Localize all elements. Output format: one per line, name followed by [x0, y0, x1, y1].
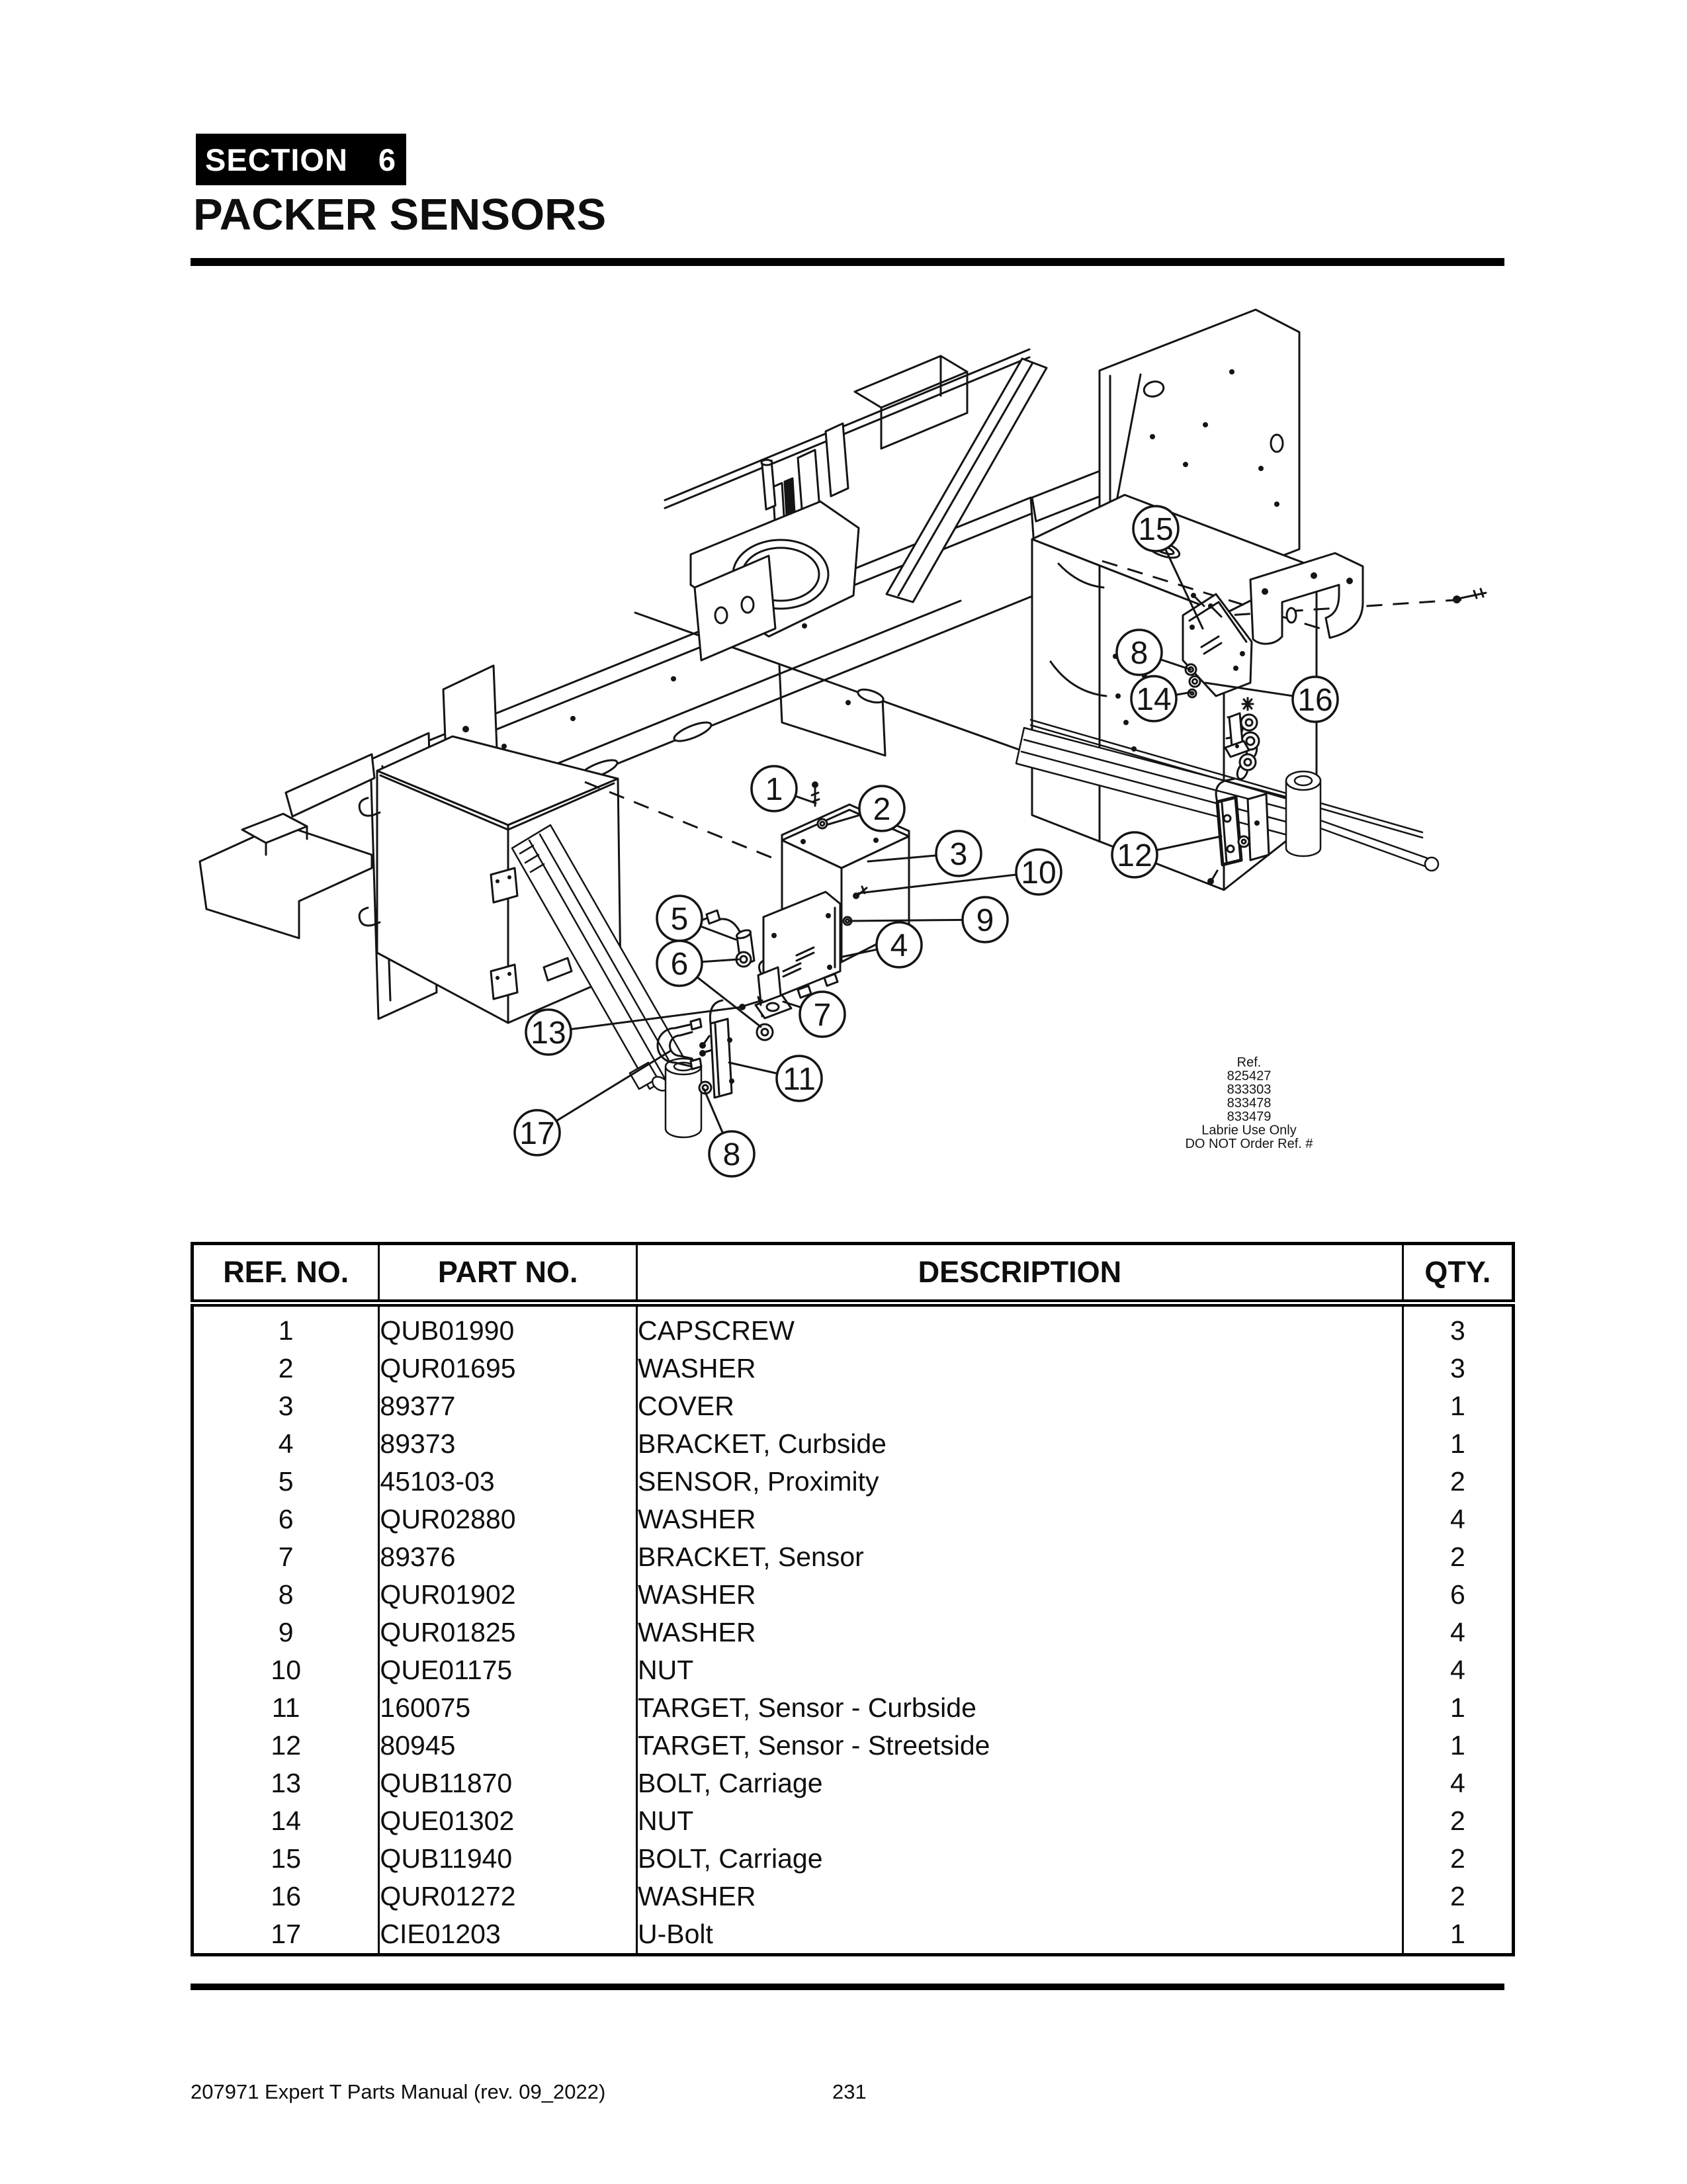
table-row	[193, 1878, 1514, 1915]
ref-note-line: 825427	[1227, 1069, 1272, 1084]
callout-number: 4	[890, 928, 908, 963]
callout-number: 7	[813, 998, 832, 1033]
table-row	[193, 1802, 1514, 1840]
table-cell: COVER	[637, 1387, 1403, 1425]
table-cell: 2	[278, 1353, 294, 1383]
column-header: QTY.	[1403, 1244, 1513, 1303]
table-cell: 14	[271, 1806, 302, 1836]
table-cell: 7	[278, 1542, 294, 1572]
table-cell: 15	[271, 1843, 302, 1874]
table-cell: 160075	[379, 1689, 637, 1727]
table-cell: U-Bolt	[637, 1915, 1403, 1955]
table-cell: BRACKET, Sensor	[637, 1538, 1403, 1576]
callout-number: 2	[873, 792, 891, 827]
table-cell: 4	[1403, 1765, 1513, 1802]
table-cell: 89376	[379, 1538, 637, 1576]
table-row	[193, 1689, 1514, 1727]
table-row	[193, 1501, 1514, 1538]
table-cell: BRACKET, Curbside	[637, 1425, 1403, 1463]
table-cell: 1	[1403, 1727, 1513, 1765]
callout-number: 10	[1021, 855, 1057, 891]
column-header: PART NO.	[379, 1244, 637, 1303]
ref-note-line: Labrie Use Only	[1201, 1123, 1297, 1138]
table-cell: WASHER	[637, 1878, 1403, 1915]
callout-number: 8	[722, 1137, 741, 1172]
table-cell: 4	[1403, 1651, 1513, 1689]
table-row	[193, 1765, 1514, 1802]
column-header: DESCRIPTION	[637, 1244, 1403, 1303]
table-row	[193, 1463, 1514, 1501]
table-cell: WASHER	[637, 1501, 1403, 1538]
table-cell: QUE01302	[379, 1802, 637, 1840]
table-cell: 1	[278, 1315, 294, 1346]
table-cell: 16	[271, 1881, 302, 1911]
table-cell: 3	[1403, 1350, 1513, 1387]
callout-number: 17	[519, 1116, 555, 1151]
callout-number: 14	[1136, 682, 1172, 717]
table-row	[193, 1576, 1514, 1614]
footer-manual-info: 207971 Expert T Parts Manual (rev. 09_2022)	[191, 2080, 606, 2103]
table-cell: 10	[271, 1655, 302, 1685]
callout-number: 11	[783, 1062, 816, 1097]
callout-number: 3	[949, 837, 968, 872]
table-row	[193, 1727, 1514, 1765]
ref-note-line: 833479	[1227, 1110, 1272, 1124]
callout-number: 15	[1138, 512, 1174, 547]
table-row	[193, 1651, 1514, 1689]
table-cell: 6	[1403, 1576, 1513, 1614]
table-row	[193, 1425, 1514, 1463]
table-cell: WASHER	[637, 1576, 1403, 1614]
table-cell: QUB11940	[379, 1840, 637, 1878]
table-cell: 3	[278, 1391, 294, 1421]
table-cell: 2	[1403, 1840, 1513, 1878]
callout-leader	[702, 959, 738, 962]
table-cell: 3	[1403, 1303, 1513, 1350]
table-row	[193, 1387, 1514, 1425]
table-row	[193, 1350, 1514, 1387]
table-cell: QUR01825	[379, 1614, 637, 1651]
table-cell: 17	[271, 1919, 302, 1949]
callout-number: 16	[1297, 683, 1333, 718]
section-number: 6	[378, 142, 397, 177]
ref-note-line: 833303	[1227, 1082, 1272, 1097]
parts-table	[191, 1242, 1515, 1956]
table-row	[193, 1303, 1514, 1350]
ref-note-line: Ref.	[1236, 1055, 1262, 1070]
table-cell: WASHER	[637, 1614, 1403, 1651]
table-cell: TARGET, Sensor - Curbside	[637, 1689, 1403, 1727]
table-cell: QUR01695	[379, 1350, 637, 1387]
callout-number: 9	[976, 903, 994, 938]
table-cell: QUR02880	[379, 1501, 637, 1538]
table-header-row	[193, 1244, 1514, 1303]
footer-page-number: 231	[832, 2080, 867, 2103]
bottom-rule	[191, 1984, 1504, 1990]
table-cell: CAPSCREW	[637, 1303, 1403, 1350]
table-cell: 1	[1403, 1689, 1513, 1727]
table-cell: 5	[278, 1466, 294, 1497]
table-cell: 2	[1403, 1463, 1513, 1501]
table-cell: 8	[278, 1579, 294, 1610]
table-cell: 89377	[379, 1387, 637, 1425]
table-cell: QUR01272	[379, 1878, 637, 1915]
table-row	[193, 1840, 1514, 1878]
table-cell: QUB11870	[379, 1765, 637, 1802]
table-cell: 11	[271, 1692, 300, 1723]
proximity-sensor-part	[700, 910, 754, 967]
table-cell: 4	[1403, 1501, 1513, 1538]
table-cell: 4	[1403, 1614, 1513, 1651]
callout-number: 12	[1117, 838, 1152, 873]
callout-leader	[849, 920, 963, 921]
parts-table-body	[193, 1303, 1514, 1955]
callout-number: 6	[670, 947, 689, 982]
table-cell: 1	[1403, 1915, 1513, 1955]
target-curbside-part	[699, 1000, 734, 1098]
table-cell: 89373	[379, 1425, 637, 1463]
table-cell: QUB01990	[379, 1303, 637, 1350]
table-cell: 45103-03	[379, 1463, 637, 1501]
table-row	[193, 1915, 1514, 1955]
table-cell: 2	[1403, 1878, 1513, 1915]
callout-number: 13	[531, 1016, 566, 1051]
section-label: SECTION	[205, 142, 348, 177]
table-cell: NUT	[637, 1651, 1403, 1689]
table-cell: 13	[271, 1768, 302, 1798]
table-row	[193, 1614, 1514, 1651]
table-cell: TARGET, Sensor - Streetside	[637, 1727, 1403, 1765]
table-cell: CIE01203	[379, 1915, 637, 1955]
callout-leader	[729, 1063, 777, 1073]
table-cell: 80945	[379, 1727, 637, 1765]
table-cell: 1	[1403, 1425, 1513, 1463]
page-title: PACKER SENSORS	[193, 190, 607, 240]
table-row	[193, 1538, 1514, 1576]
table-cell: 2	[1403, 1802, 1513, 1840]
table-cell: 9	[278, 1617, 294, 1647]
table-cell: 1	[1403, 1387, 1513, 1425]
table-cell: 12	[271, 1730, 302, 1761]
callout-number: 8	[1130, 636, 1148, 671]
table-cell: WASHER	[637, 1350, 1403, 1387]
ref-note-line: DO NOT Order Ref. #	[1185, 1137, 1313, 1151]
table-cell: 6	[278, 1504, 294, 1534]
callout-leader	[697, 977, 761, 1027]
callout-number: 1	[765, 772, 783, 807]
ref-note	[1185, 1055, 1313, 1151]
table-cell: NUT	[637, 1802, 1403, 1840]
callout-leader	[795, 796, 816, 803]
table-cell: BOLT, Carriage	[637, 1840, 1403, 1878]
table-cell: BOLT, Carriage	[637, 1765, 1403, 1802]
column-header: REF. NO.	[193, 1244, 379, 1303]
callout-leader	[701, 926, 736, 939]
table-cell: QUR01902	[379, 1576, 637, 1614]
table-cell: 4	[278, 1428, 294, 1459]
table-cell: SENSOR, Proximity	[637, 1463, 1403, 1501]
table-cell: QUE01175	[379, 1651, 637, 1689]
ref-note-line: 833478	[1227, 1096, 1272, 1111]
table-cell: 2	[1403, 1538, 1513, 1576]
callout-number: 5	[670, 902, 689, 937]
